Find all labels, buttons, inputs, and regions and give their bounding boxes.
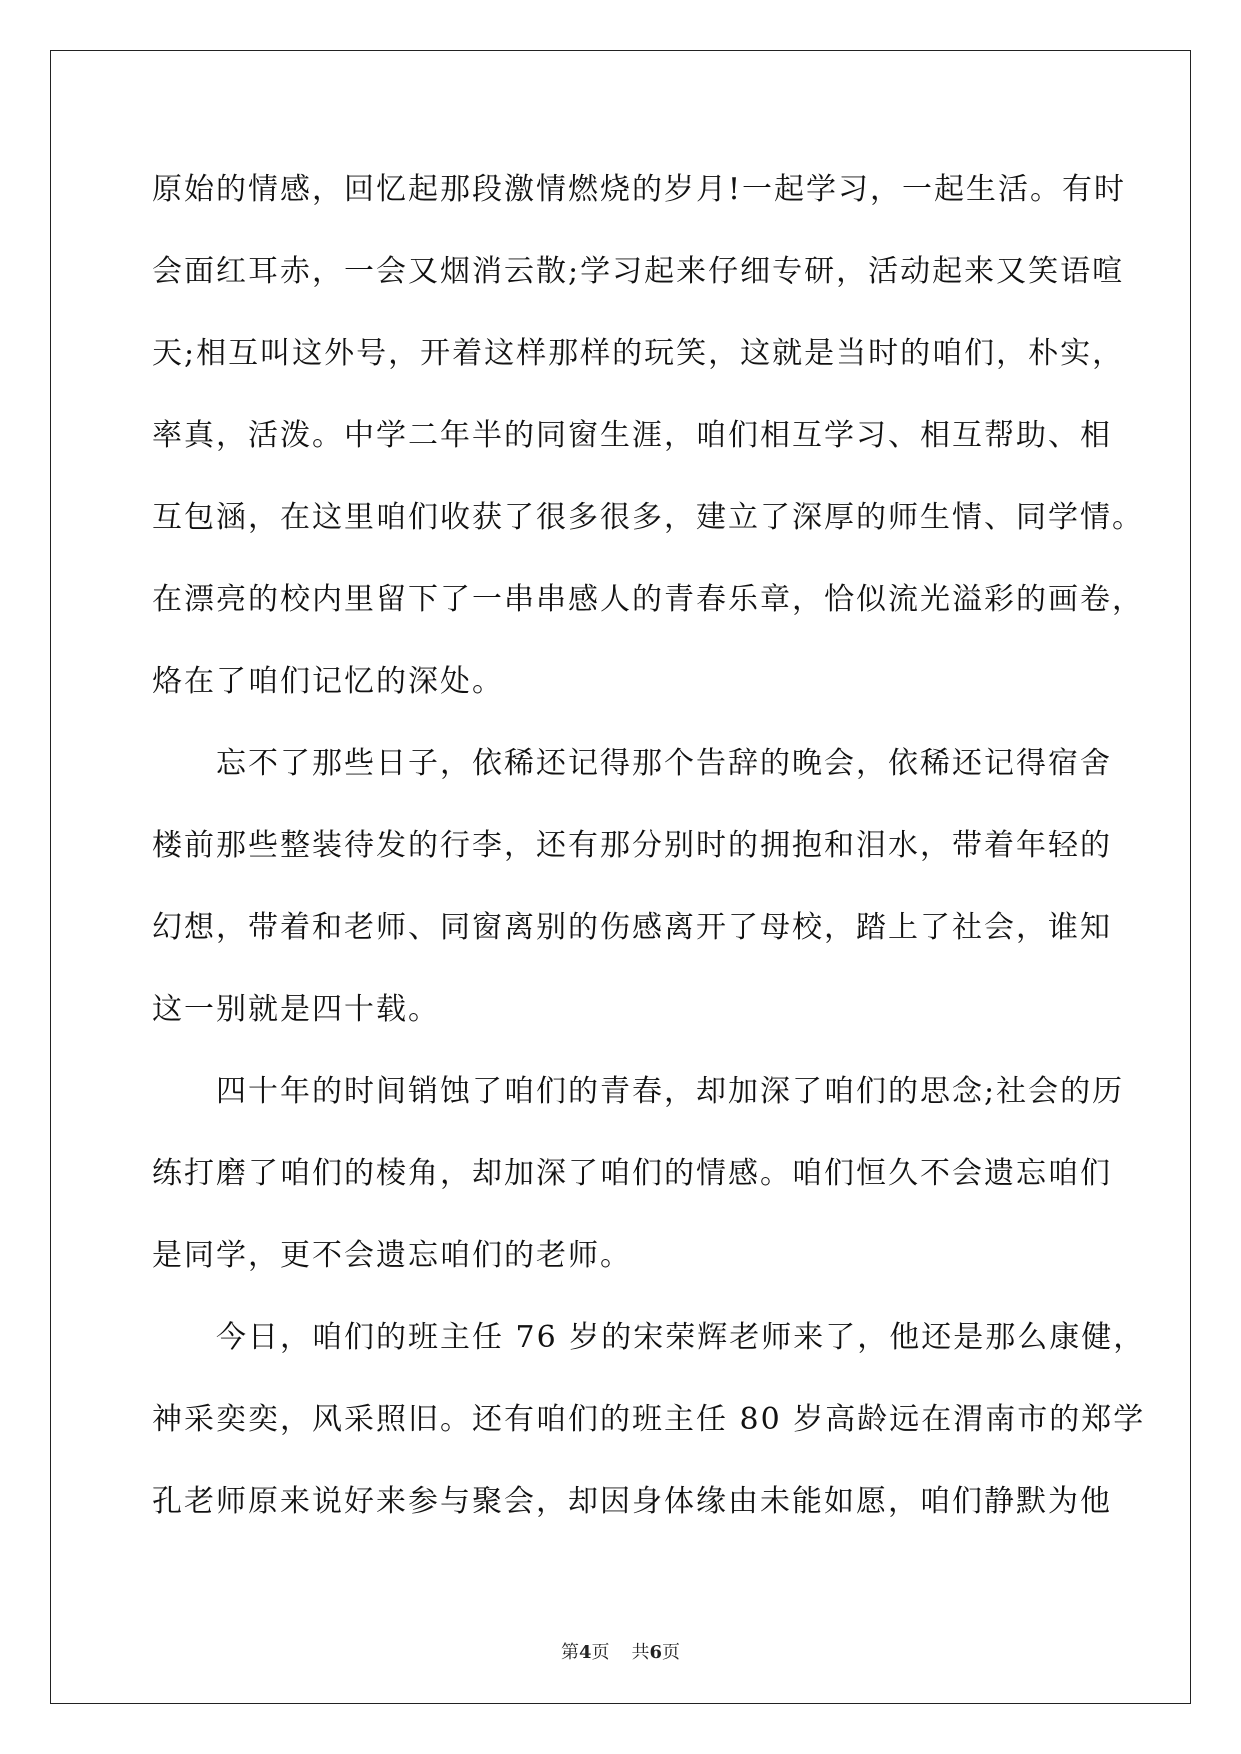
document-body [152, 165, 1146, 1559]
paragraph-start-line: 四十年的时间销蚀了咱们的青春，却加深了咱们的思念;社会的历 [216, 1074, 1125, 1109]
text-line: 这一别就是四十载。 [152, 992, 440, 1027]
text-line: 练打磨了咱们的棱角，却加深了咱们的情感。咱们恒久不会遗忘咱们 [152, 1156, 1112, 1191]
text-line: 神采奕奕，风采照旧。还有咱们的班主任 80 岁高龄远在渭南市的郑学 [152, 1402, 1146, 1437]
footer-page-suffix: 页 [591, 1642, 610, 1663]
footer-prefix: 第 [560, 1642, 579, 1663]
text-line: 烙在了咱们记忆的深处。 [152, 664, 504, 699]
text-line: 互包涵，在这里咱们收获了很多很多，建立了深厚的师生情、同学情。 [152, 500, 1144, 535]
paragraph-start-line: 今日，咱们的班主任 76 岁的宋荣辉老师来了，他还是那么康健， [216, 1320, 1146, 1355]
footer-total-prefix: 共 [631, 1642, 650, 1663]
text-line: 楼前那些整装待发的行李，还有那分别时的拥抱和泪水，带着年轻的 [152, 828, 1112, 863]
text-line: 会面红耳赤，一会又烟消云散;学习起来仔细专研，活动起来又笑语喧 [152, 254, 1125, 289]
footer-total-suffix: 页 [662, 1642, 681, 1663]
page-footer [0, 1638, 1241, 1664]
text-line: 天;相互叫这外号，开着这样那样的玩笑，这就是当时的咱们，朴实， [152, 336, 1125, 371]
text-line: 原始的情感，回忆起那段激情燃烧的岁月!一起学习，一起生活。有时 [152, 172, 1127, 207]
text-line: 在漂亮的校内里留下了一串串感人的青春乐章，恰似流光溢彩的画卷， [152, 582, 1144, 617]
total-page-number: 6 [649, 1642, 663, 1663]
paragraph-start-line: 忘不了那些日子，依稀还记得那个告辞的晚会，依稀还记得宿舍 [216, 746, 1112, 781]
text-line: 孔老师原来说好来参与聚会，却因身体缘由未能如愿，咱们静默为他 [152, 1484, 1112, 1519]
text-line: 是同学，更不会遗忘咱们的老师。 [152, 1238, 632, 1273]
text-line: 幻想，带着和老师、同窗离别的伤感离开了母校，踏上了社会，谁知 [152, 910, 1112, 945]
text-line: 率真，活泼。中学二年半的同窗生涯，咱们相互学习、相互帮助、相 [152, 418, 1112, 453]
current-page-number: 4 [578, 1642, 592, 1663]
